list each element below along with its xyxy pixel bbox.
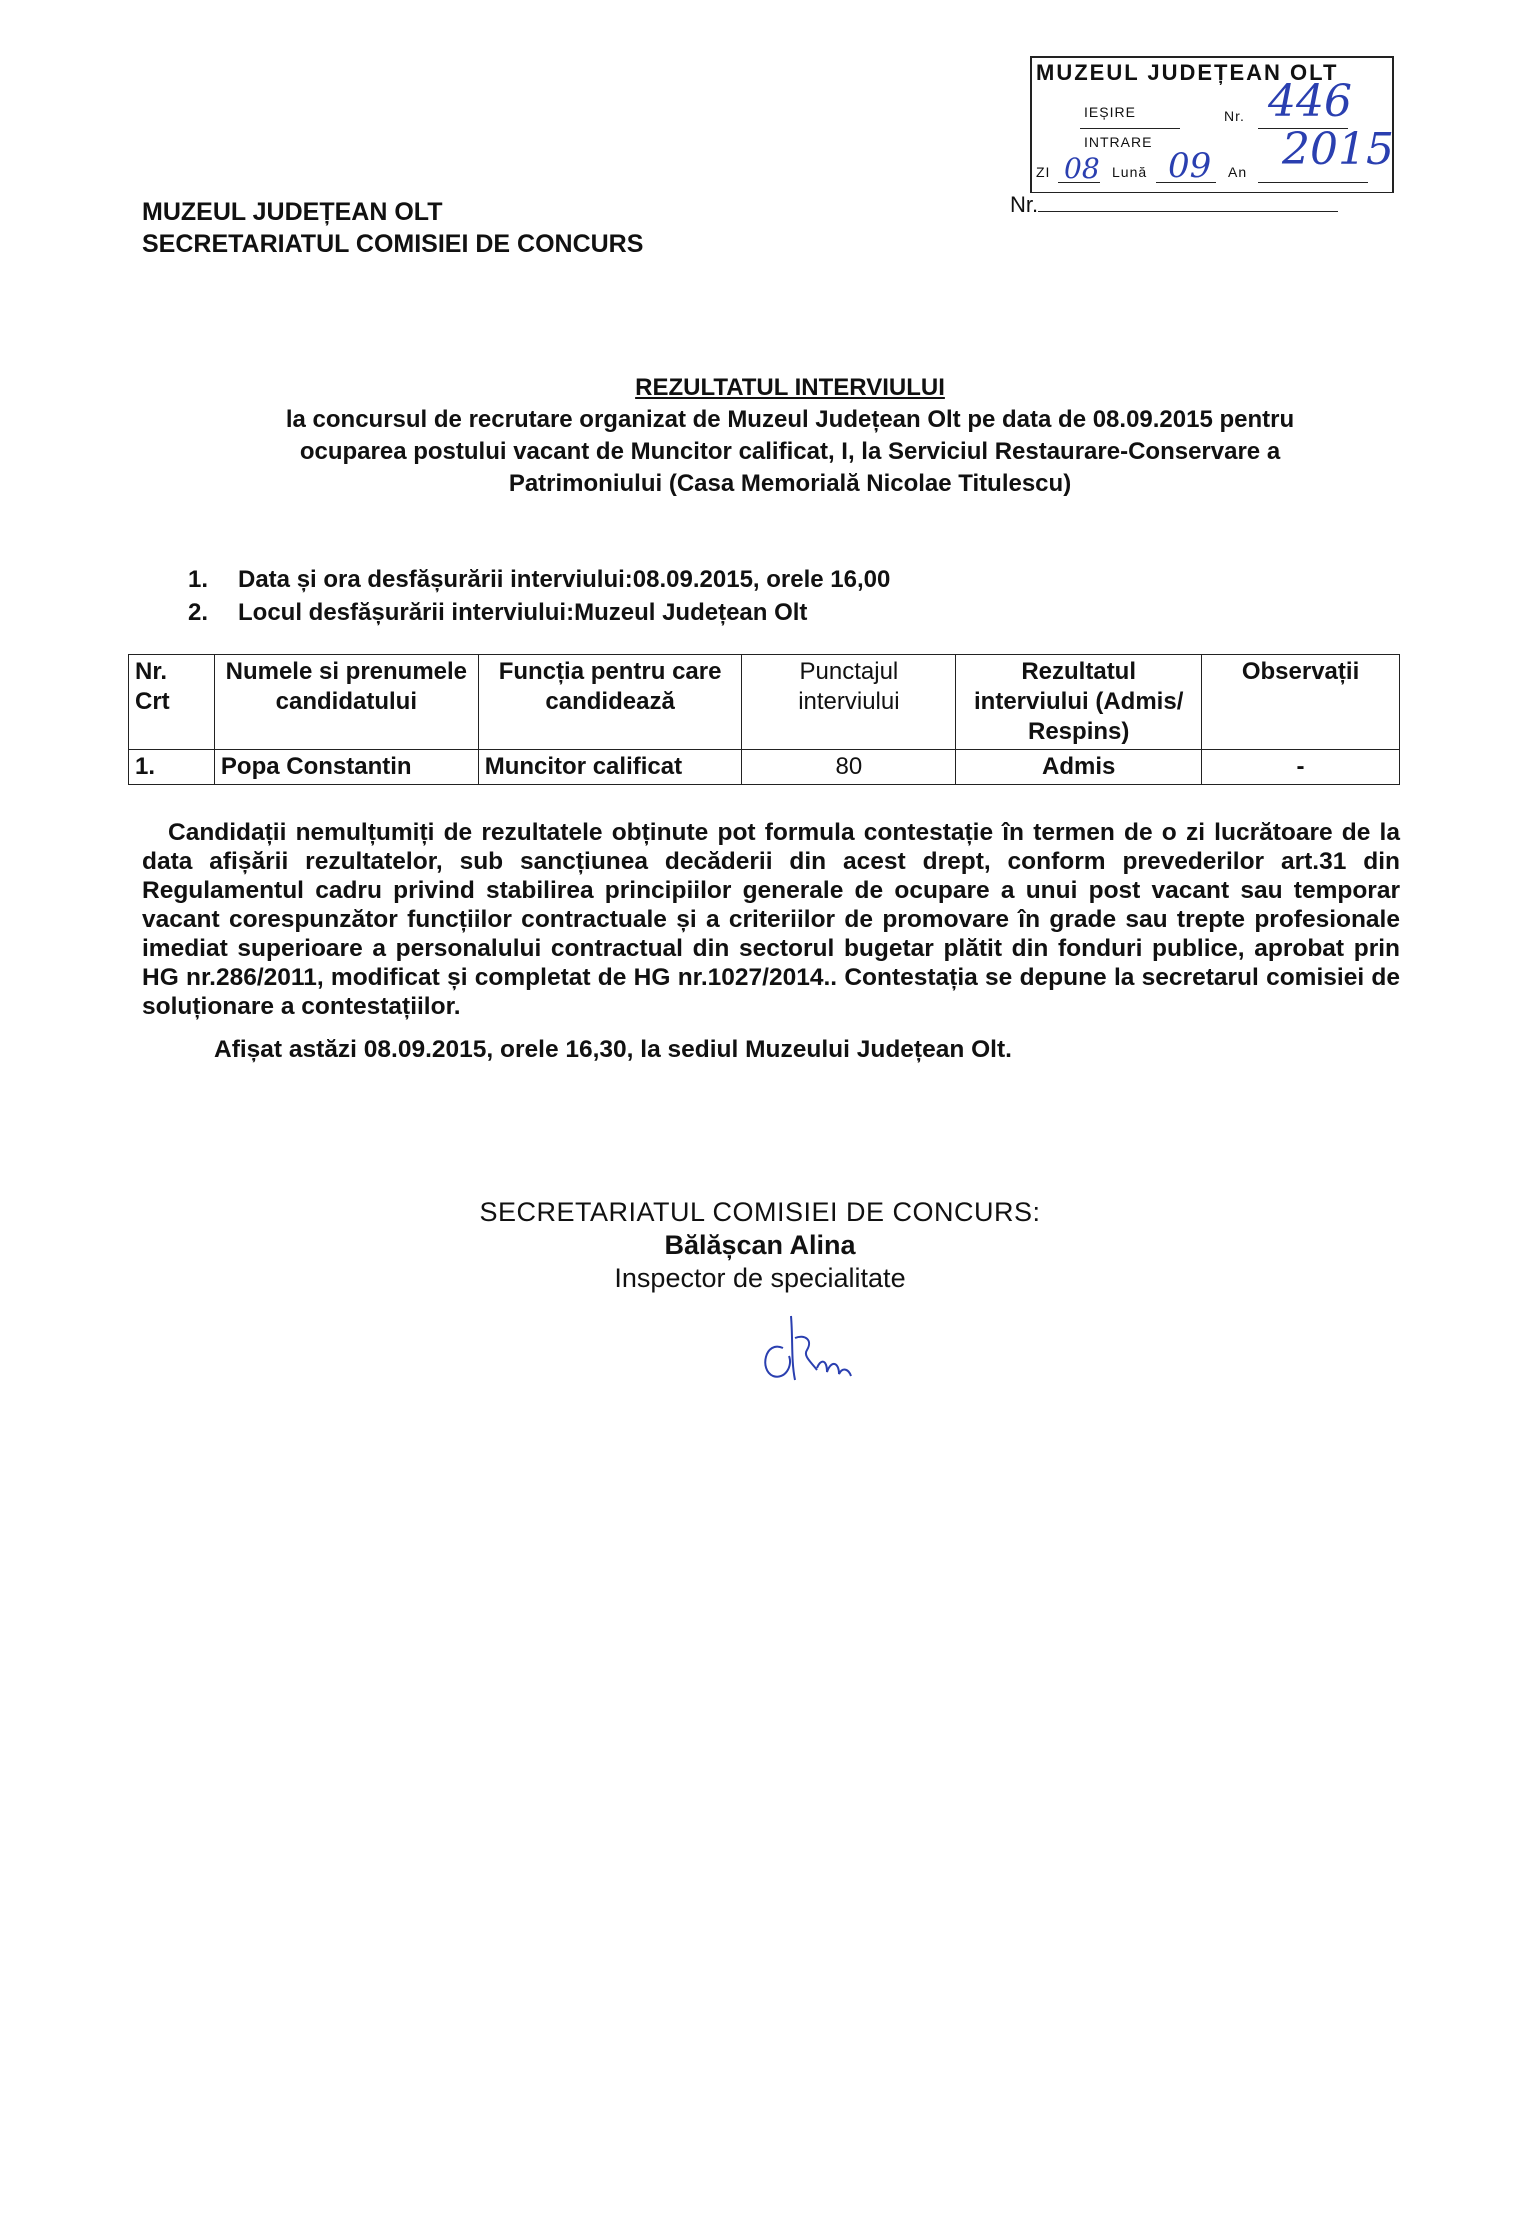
stamp-year-label: An bbox=[1228, 164, 1248, 180]
stamp-divider bbox=[1080, 128, 1180, 129]
department-name: SECRETARIATUL COMISIEI DE CONCURS bbox=[142, 230, 644, 258]
stamp-nr-label: Nr. bbox=[1224, 108, 1245, 124]
list-item-number: 1. bbox=[188, 566, 209, 593]
results-table bbox=[128, 654, 1400, 785]
document-title bbox=[200, 372, 1380, 500]
stamp-institution: MUZEUL JUDEȚEAN OLT bbox=[1036, 60, 1339, 85]
cell-name: Popa Constantin bbox=[214, 750, 478, 785]
stamp-entry-label: INTRARE bbox=[1084, 134, 1153, 150]
title-heading: REZULTATUL INTERVIULUI bbox=[635, 374, 945, 401]
handwritten-signature bbox=[755, 1310, 875, 1400]
column-header-observations: Observații bbox=[1202, 655, 1400, 750]
document-header bbox=[142, 196, 643, 260]
signatory-department: SECRETARIATUL COMISIEI DE CONCURS: bbox=[479, 1197, 1041, 1227]
list-item-text: Data și ora desfășurării interviului:08.09.2015, orele 16,00 bbox=[238, 566, 891, 593]
column-header-result: Rezultatul interviului (Admis/ Respins) bbox=[956, 655, 1202, 750]
signatory-role: Inspector de specialitate bbox=[614, 1263, 906, 1293]
institution-name: MUZEUL JUDEȚEAN OLT bbox=[142, 198, 443, 226]
list-item-number: 2. bbox=[188, 599, 209, 626]
table-header-row bbox=[129, 655, 1400, 750]
cell-result: Admis bbox=[956, 750, 1202, 785]
stamp-month-label: Lună bbox=[1112, 164, 1148, 180]
registration-number-field bbox=[1010, 192, 1338, 218]
list-item-text: Locul desfășurării interviului:Muzeul Județean Olt bbox=[238, 599, 808, 626]
cell-score: 80 bbox=[742, 750, 956, 785]
signatory-name: Bălășcan Alina bbox=[664, 1230, 856, 1260]
column-header-nr: Nr. Crt bbox=[129, 655, 215, 750]
appeal-notice-text: Candidații nemulțumiți de rezultatele obținute pot formula contestație în termen de o zi lucrătoare de la data afișării rezultatelor, sub sancțiunea decăderii din acest drept, conform prevederilor art.31 din Regulamentul cadru privind stabilirea principiilor generale de ocupare a unui post vacant sau temporar vacant corespunzător funcțiilor contractuale și a criteriilor de promovare în grade sau trepte profesionale imediat superioare a personalului contractual din sectorul bugetar plătit din fonduri publice, aprobat prin HG nr.286/2011, modificat și completat de HG nr.1027/2014.. Contestația se depune la secretarul comisiei de soluționare a contestațiilor. bbox=[142, 819, 1400, 1020]
stamp-day-handwritten: 08 bbox=[1064, 152, 1100, 185]
column-header-name: Numele si prenumele candidatului bbox=[214, 655, 478, 750]
cell-nr: 1. bbox=[129, 750, 215, 785]
nr-underline bbox=[1038, 193, 1338, 212]
title-line-2: ocuparea postului vacant de Muncitor calificat, I, la Serviciul Restaurare-Conservare a bbox=[299, 438, 1281, 465]
table-row bbox=[129, 750, 1400, 785]
stamp-exit-label: IEȘIRE bbox=[1084, 104, 1136, 120]
stamp-year-line bbox=[1258, 182, 1368, 183]
list-item bbox=[188, 596, 890, 629]
title-line-3: Patrimoniului (Casa Memorială Nicolae Titulescu) bbox=[508, 470, 1072, 497]
cell-function: Muncitor calificat bbox=[478, 750, 742, 785]
signature-block bbox=[430, 1196, 1090, 1295]
registration-stamp bbox=[1030, 56, 1394, 193]
list-item bbox=[188, 563, 890, 596]
stamp-month-handwritten: 09 bbox=[1168, 146, 1212, 186]
stamp-year-handwritten: 2015 bbox=[1282, 124, 1394, 175]
column-header-function: Funcția pentru care candidează bbox=[478, 655, 742, 750]
stamp-day-label: ZI bbox=[1036, 164, 1051, 180]
title-line-1: la concursul de recrutare organizat de Muzeul Județean Olt pe data de 08.09.2015 pentru bbox=[285, 406, 1295, 433]
column-header-score: Punctajul interviului bbox=[742, 655, 956, 750]
cell-observations: - bbox=[1202, 750, 1400, 785]
nr-label: Nr. bbox=[1010, 192, 1039, 217]
posting-statement: Afișat astăzi 08.09.2015, orele 16,30, la sediul Muzeului Județean Olt. bbox=[214, 1036, 1012, 1063]
appeal-notice bbox=[142, 818, 1400, 1021]
interview-details-list bbox=[188, 563, 890, 629]
stamp-nr-handwritten: 446 bbox=[1268, 76, 1352, 127]
